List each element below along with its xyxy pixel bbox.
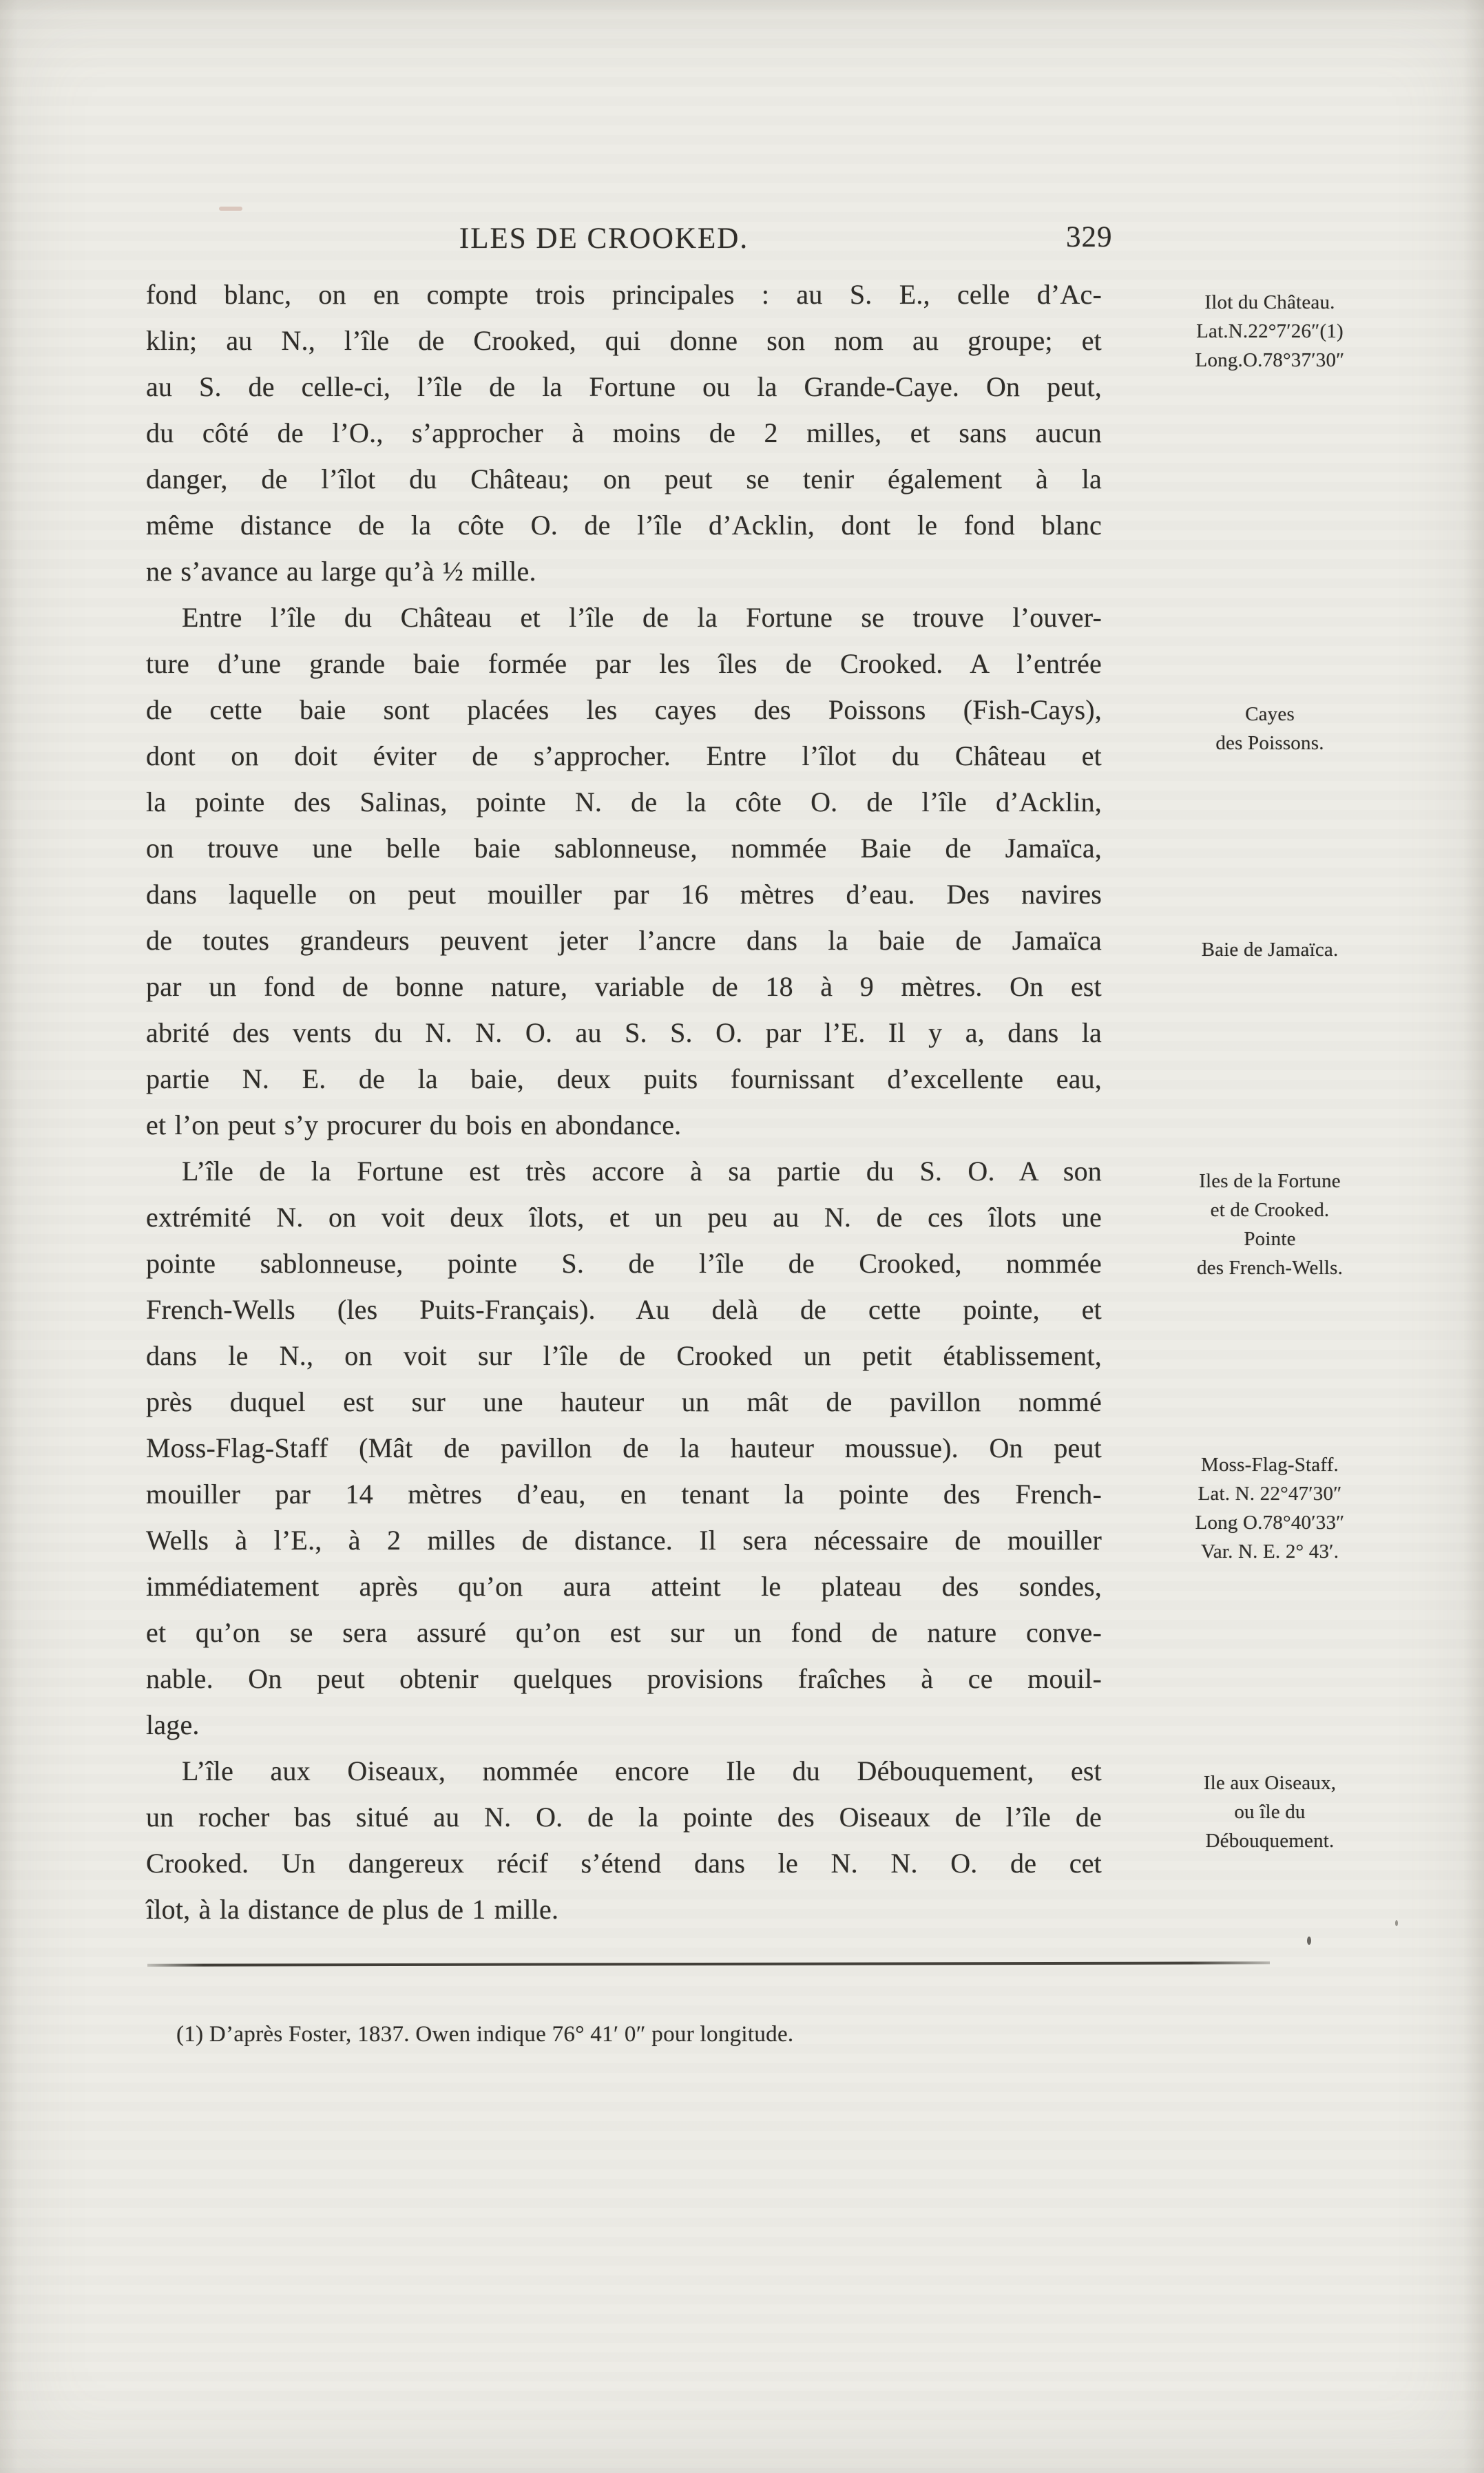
margin-note-line: Baie de Jamaïca.: [1201, 939, 1339, 961]
running-head-title: ILES DE CROOKED.: [459, 222, 749, 255]
margin-note-line: Débouquement.: [1205, 1830, 1335, 1852]
margin-note: [1117, 700, 1423, 758]
margin-note: [1117, 1167, 1423, 1282]
margin-note-line: Ile aux Oiseaux,: [1203, 1772, 1337, 1794]
margin-note: [1117, 288, 1423, 375]
text-line: la pointe des Salinas, pointe N. de la côte O. de l’île d’Acklin,: [146, 786, 1102, 817]
margin-note-line: Var. N. E. 2° 43′.: [1200, 1541, 1339, 1563]
text-line: Entre l’île du Château et l’île de la Fortune se trouve l’ouver-: [182, 602, 1102, 633]
margin-note-line: des Poissons.: [1215, 732, 1324, 754]
text-line: mouiller par 14 mètres d’eau, en tenant la pointe des French-: [146, 1479, 1102, 1510]
text-line: ture d’une grande baie formée par les îles de Crooked. A l’entrée: [146, 648, 1102, 679]
text-line: de toutes grandeurs peuvent jeter l’ancre dans la baie de Jamaïca: [146, 925, 1102, 956]
text-line: dont on doit éviter de s’approcher. Entre l’îlot du Château et: [146, 740, 1102, 771]
text-line: abrité des vents du N. N. O. au S. S. O. par l’E. Il y a, dans la: [146, 1017, 1102, 1048]
text-line: on trouve une belle baie sablonneuse, nommée Baie de Jamaïca,: [146, 833, 1102, 864]
text-line: et l’on peut s’y procurer du bois en abondance.: [146, 1109, 682, 1140]
footnote-divider-rule: [147, 1961, 1270, 1966]
text-line: danger, de l’îlot du Château; on peut se tenir également à la: [146, 463, 1102, 494]
margin-note-line: Ilot du Château.: [1204, 291, 1335, 313]
text-line: ne s’avance au large qu’à ½ mille.: [146, 556, 536, 587]
text-line: partie N. E. de la baie, deux puits fournissant d’excellente eau,: [146, 1063, 1102, 1094]
page-number: 329: [1066, 221, 1113, 253]
margin-note: [1117, 935, 1423, 964]
margin-note-line: Moss-Flag-Staff.: [1200, 1454, 1339, 1476]
text-line: Moss-Flag-Staff (Mât de pavillon de la hauteur moussue). On peut: [146, 1432, 1102, 1463]
text-line: même distance de la côte O. de l’île d’Acklin, dont le fond blanc: [146, 510, 1102, 541]
margin-note-line: Lat. N. 22°47′30″: [1198, 1483, 1342, 1505]
text-line: immédiatement après qu’on aura atteint le plateau des sondes,: [146, 1571, 1102, 1602]
margin-note-line: Cayes: [1245, 703, 1295, 725]
text-line: de cette baie sont placées les cayes des Poissons (Fish-Cays),: [146, 694, 1102, 725]
text-line: dans laquelle on peut mouiller par 16 mètres d’eau. Des navires: [146, 879, 1102, 910]
margin-note-line: Long.O.78°37′30″: [1195, 349, 1345, 371]
body-text: [146, 271, 1102, 1932]
margin-note: [1117, 1450, 1423, 1566]
margin-note-line: Pointe: [1244, 1228, 1296, 1250]
margin-note-line: des French-Wells.: [1196, 1257, 1344, 1279]
margin-note-line: Long O.78°40′33″: [1195, 1512, 1345, 1534]
text-line: par un fond de bonne nature, variable de 18 à 9 mètres. On est: [146, 971, 1102, 1002]
text-line: et qu’on se sera assuré qu’on est sur un fond de nature conve-: [146, 1617, 1102, 1648]
ink-speck: [219, 207, 242, 211]
footnote: (1) D’après Foster, 1837. Owen indique 76° 41′ 0″ pour longitude.: [176, 2022, 794, 2047]
text-line: Wells à l’E., à 2 milles de distance. Il sera nécessaire de mouiller: [146, 1525, 1102, 1556]
text-line: L’île de la Fortune est très accore à sa partie du S. O. A son: [182, 1156, 1102, 1187]
margin-note-line: Lat.N.22°7′26″(1): [1196, 320, 1344, 342]
text-line: L’île aux Oiseaux, nommée encore Ile du Débouquement, est: [182, 1755, 1102, 1786]
margin-note-line: Iles de la Fortune: [1199, 1170, 1341, 1192]
text-line: près duquel est sur une hauteur un mât de pavillon nommé: [146, 1386, 1102, 1417]
margin-note: [1117, 1768, 1423, 1855]
text-line: îlot, à la distance de plus de 1 mille.: [146, 1894, 559, 1925]
text-line: French-Wells (les Puits-Français). Au delà de cette pointe, et: [146, 1294, 1102, 1325]
text-line: du côté de l’O., s’approcher à moins de 2 milles, et sans aucun: [146, 417, 1102, 448]
text-line: Crooked. Un dangereux récif s’étend dans le N. N. O. de cet: [146, 1848, 1102, 1879]
text-line: nable. On peut obtenir quelques provisions fraîches à ce mouil-: [146, 1663, 1102, 1694]
ink-speck: [1395, 1920, 1398, 1926]
ink-speck: [1307, 1937, 1311, 1945]
text-line: fond blanc, on en compte trois principales : au S. E., celle d’Ac-: [146, 279, 1102, 310]
text-line: lage.: [146, 1709, 200, 1740]
margin-note-line: et de Crooked.: [1210, 1199, 1330, 1221]
text-line: extrémité N. on voit deux îlots, et un peu au N. de ces îlots une: [146, 1202, 1102, 1233]
text-line: pointe sablonneuse, pointe S. de l’île de Crooked, nommée: [146, 1248, 1102, 1279]
text-line: au S. de celle-ci, l’île de la Fortune ou la Grande-Caye. On peut,: [146, 371, 1102, 402]
text-line: klin; au N., l’île de Crooked, qui donne son nom au groupe; et: [146, 325, 1102, 356]
text-line: dans le N., on voit sur l’île de Crooked un petit établissement,: [146, 1340, 1102, 1371]
margin-note-line: ou île du: [1234, 1801, 1306, 1823]
text-line: un rocher bas situé au N. O. de la pointe des Oiseaux de l’île de: [146, 1802, 1102, 1833]
